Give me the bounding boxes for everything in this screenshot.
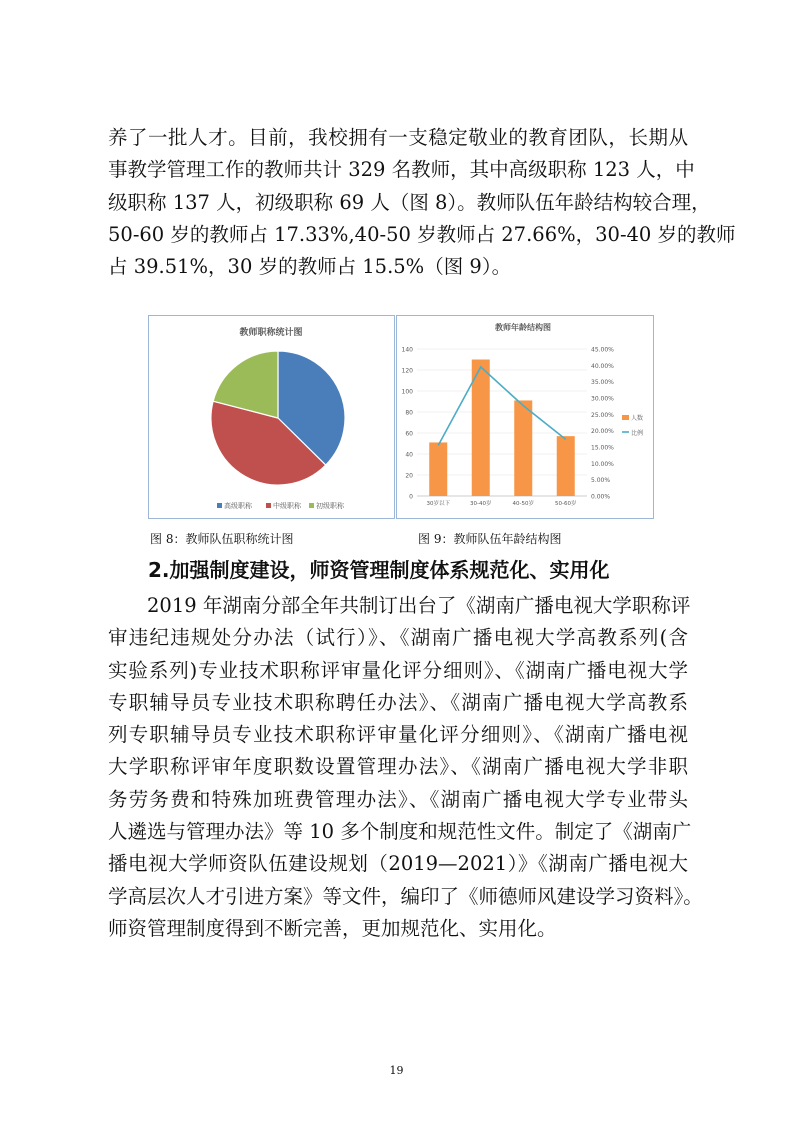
text-line: 2019 年湖南分部全年共制订出台了《湖南广播电视大学职称评	[147, 594, 691, 617]
y2-tick-label: 35.00%	[591, 379, 614, 387]
y-tick-label: 40	[405, 451, 413, 459]
title-pie-chart	[148, 315, 395, 519]
text-line: 播电视大学师资队伍建设规划（2019—2021）》《湖南广播电视大	[108, 852, 688, 876]
y-tick-label: 100	[401, 388, 413, 396]
y-tick-label: 60	[405, 430, 413, 438]
page-number: 19	[389, 1064, 404, 1077]
paragraph-policies	[108, 590, 703, 945]
y2-tick-label: 25.00%	[591, 411, 614, 419]
figure-8-caption: 图 8：教师队伍职称统计图	[150, 532, 294, 546]
y2-tick-label: 0.00%	[591, 493, 611, 501]
text-line: 占 39.51%，30 岁的教师占 15.5%（图 9）。	[108, 255, 512, 279]
x-tick-label: 50-60岁	[555, 501, 577, 507]
text-line: 审违纪违规处分办法（试行）》、《湖南广播电视大学高教系列(含	[108, 626, 688, 650]
legend-label: 高级职称	[224, 502, 252, 510]
text-line: 务劳务费和特殊加班费管理办法》、《湖南广播电视大学专业带头	[108, 787, 688, 811]
legend-swatch	[622, 415, 629, 420]
bar	[557, 436, 575, 496]
legend-swatch	[217, 503, 222, 508]
text-line: 人遴选与管理办法》等 10 多个制度和规范性文件。制定了《湖南广	[108, 820, 692, 844]
series-line	[438, 367, 566, 445]
text-line: 实验系列)专业技术职称评审量化评分细则》、《湖南广播电视大学	[108, 658, 688, 682]
y2-tick-label: 45.00%	[591, 346, 614, 354]
x-tick-label: 30-40岁	[470, 501, 492, 507]
text-line: 事教学管理工作的教师共计 329 名教师，其中高级职称 123 人，中	[108, 158, 695, 182]
text-line: 大学职称评审年度职数设置管理办法》、《湖南广播电视大学非职	[108, 755, 688, 779]
age-structure-chart	[396, 315, 654, 519]
chart-title: 教师年龄结构图	[495, 323, 551, 332]
y2-tick-label: 20.00%	[591, 428, 614, 436]
text-line: 50-60 岁的教师占 17.33%,40-50 岁教师占 27.66%，30-40 岁的教师	[108, 222, 736, 246]
bar	[514, 400, 532, 496]
chart-title: 教师职称统计图	[239, 328, 303, 338]
y2-tick-label: 30.00%	[591, 395, 614, 403]
bar-chart-svg	[397, 316, 653, 518]
y-tick-label: 80	[405, 409, 413, 417]
text-line: 养了一批人才。目前，我校拥有一支稳定敬业的教育团队，长期从	[108, 126, 688, 149]
figure-9-caption: 图 9：教师队伍年龄结构图	[418, 532, 562, 546]
text-line: 级职称 137 人，初级职称 69 人（图 8）。教师队伍年龄结构较合理，	[108, 190, 711, 214]
x-tick-label: 40-50岁	[512, 501, 534, 507]
section-heading: 2.加强制度建设，师资管理制度体系规范化、实用化	[148, 558, 610, 582]
legend-label: 人数	[631, 415, 644, 422]
legend-swatch	[309, 503, 314, 508]
legend-label: 初级职称	[316, 502, 344, 510]
y2-tick-label: 40.00%	[591, 362, 614, 370]
y2-tick-label: 15.00%	[591, 444, 614, 452]
text-line: 师资管理制度得到不断完善，更加规范化、实用化。	[108, 916, 557, 940]
pie-chart-svg	[149, 316, 394, 518]
legend-label: 中级职称	[273, 502, 301, 510]
y-tick-label: 0	[409, 493, 413, 501]
legend-label: 比例	[631, 430, 644, 437]
text-line: 列专职辅导员专业技术职称评审量化评分细则》、《湖南广播电视	[108, 723, 688, 747]
legend-swatch	[266, 503, 271, 508]
bar	[429, 442, 447, 496]
y-tick-label: 20	[405, 472, 413, 480]
x-tick-label: 30岁以下	[426, 501, 450, 507]
paragraph-intro	[108, 122, 736, 283]
y-tick-label: 140	[401, 346, 413, 354]
y-tick-label: 120	[401, 367, 413, 375]
text-line: 专职辅导员专业技术职称聘任办法》、《湖南广播电视大学高教系	[108, 690, 688, 714]
text-line: 学高层次人才引进方案》等文件，编印了《师德师风建设学习资料》。	[108, 884, 703, 908]
y2-tick-label: 5.00%	[591, 477, 611, 485]
y2-tick-label: 10.00%	[591, 460, 614, 468]
